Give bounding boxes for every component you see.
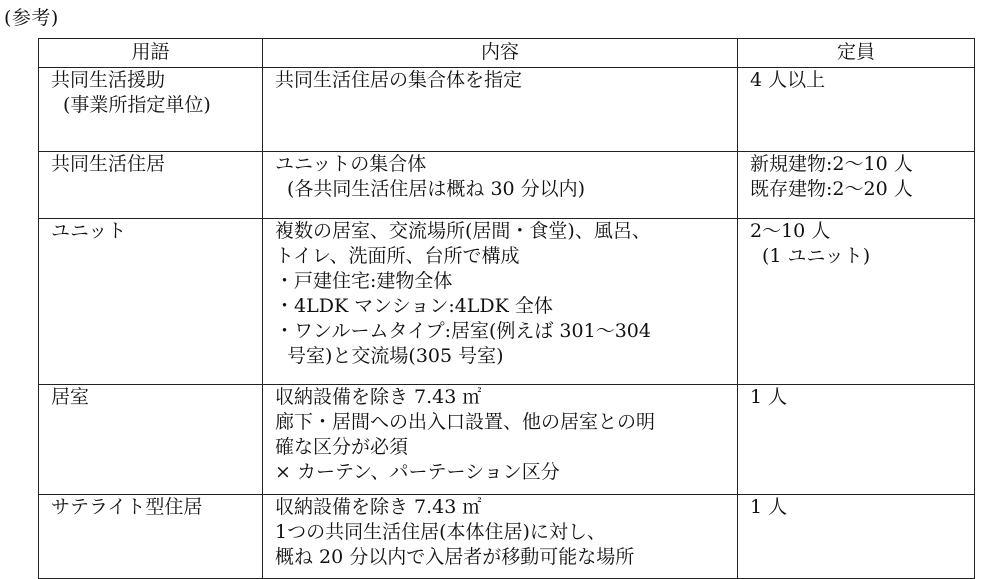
capacity-cell xyxy=(738,68,975,152)
capacity-text: 既存建物:2〜20 人 xyxy=(750,178,913,200)
content-text: 号室)と交流場(305 号室) xyxy=(287,345,504,367)
capacity-text: 新規建物:2〜10 人 xyxy=(750,153,913,175)
content-cell xyxy=(263,385,738,495)
content-text: ・戸建住宅:建物全体 xyxy=(275,270,453,292)
term-text: ユニット xyxy=(51,220,127,242)
content-text: ・ワンルームタイプ:居室(例えば 301〜304 xyxy=(275,320,651,342)
term-subtext: (事業所指定単位) xyxy=(63,94,211,116)
capacity-cell xyxy=(738,152,975,219)
term-cell xyxy=(39,219,263,385)
content-text: ユニットの集合体 xyxy=(275,153,427,175)
content-text: 1つの共同生活住居(本体住居)に対し、 xyxy=(275,521,606,543)
reference-table xyxy=(38,38,975,579)
capacity-text: 2〜10 人 xyxy=(750,220,831,242)
capacity-text: 4 人以上 xyxy=(750,69,826,91)
term-cell xyxy=(39,385,263,495)
capacity-cell xyxy=(738,495,975,579)
capacity-cell xyxy=(738,385,975,495)
table-row xyxy=(39,495,975,579)
table-row xyxy=(39,152,975,219)
capacity-text: (1 ユニット) xyxy=(762,245,871,267)
table-row xyxy=(39,219,975,385)
content-text: (各共同生活住居は概ね 30 分以内) xyxy=(287,178,586,200)
term-text: サテライト型住居 xyxy=(51,496,203,518)
term-cell xyxy=(39,68,263,152)
content-text: トイレ、洗面所、台所で構成 xyxy=(275,245,520,267)
capacity-cell xyxy=(738,219,975,385)
term-cell xyxy=(39,152,263,219)
content-cell xyxy=(263,68,738,152)
table-row xyxy=(39,68,975,152)
term-text: 居室 xyxy=(51,386,90,408)
content-text: 概ね 20 分以内で入居者が移動可能な場所 xyxy=(275,546,635,568)
content-cell xyxy=(263,219,738,385)
reference-caption: (参考) xyxy=(4,7,59,29)
term-text: 共同生活住居 xyxy=(51,153,166,175)
capacity-text: 1 人 xyxy=(750,386,788,408)
term-cell xyxy=(39,495,263,579)
content-text: 収納設備を除き 7.43 ㎡ xyxy=(275,386,482,408)
header-content: 内容 xyxy=(263,39,738,68)
table-row xyxy=(39,385,975,495)
content-text: × カーテン、パーテーション区分 xyxy=(275,461,560,483)
content-text: 廊下・居間への出入口設置、他の居室との明 xyxy=(275,411,656,433)
content-text: 確な区分が必須 xyxy=(275,436,409,458)
table-header-row xyxy=(39,39,975,68)
capacity-text: 1 人 xyxy=(750,496,788,518)
content-text: 収納設備を除き 7.43 ㎡ xyxy=(275,496,482,518)
content-cell xyxy=(263,152,738,219)
content-text: 複数の居室、交流場所(居間・食堂)、風呂、 xyxy=(275,220,651,242)
content-cell xyxy=(263,495,738,579)
content-text: 共同生活住居の集合体を指定 xyxy=(275,69,523,91)
content-text: ・4LDK マンション:4LDK 全体 xyxy=(275,295,553,317)
header-capacity: 定員 xyxy=(738,39,975,68)
term-text: 共同生活援助 xyxy=(51,69,166,91)
header-term: 用語 xyxy=(39,39,263,68)
